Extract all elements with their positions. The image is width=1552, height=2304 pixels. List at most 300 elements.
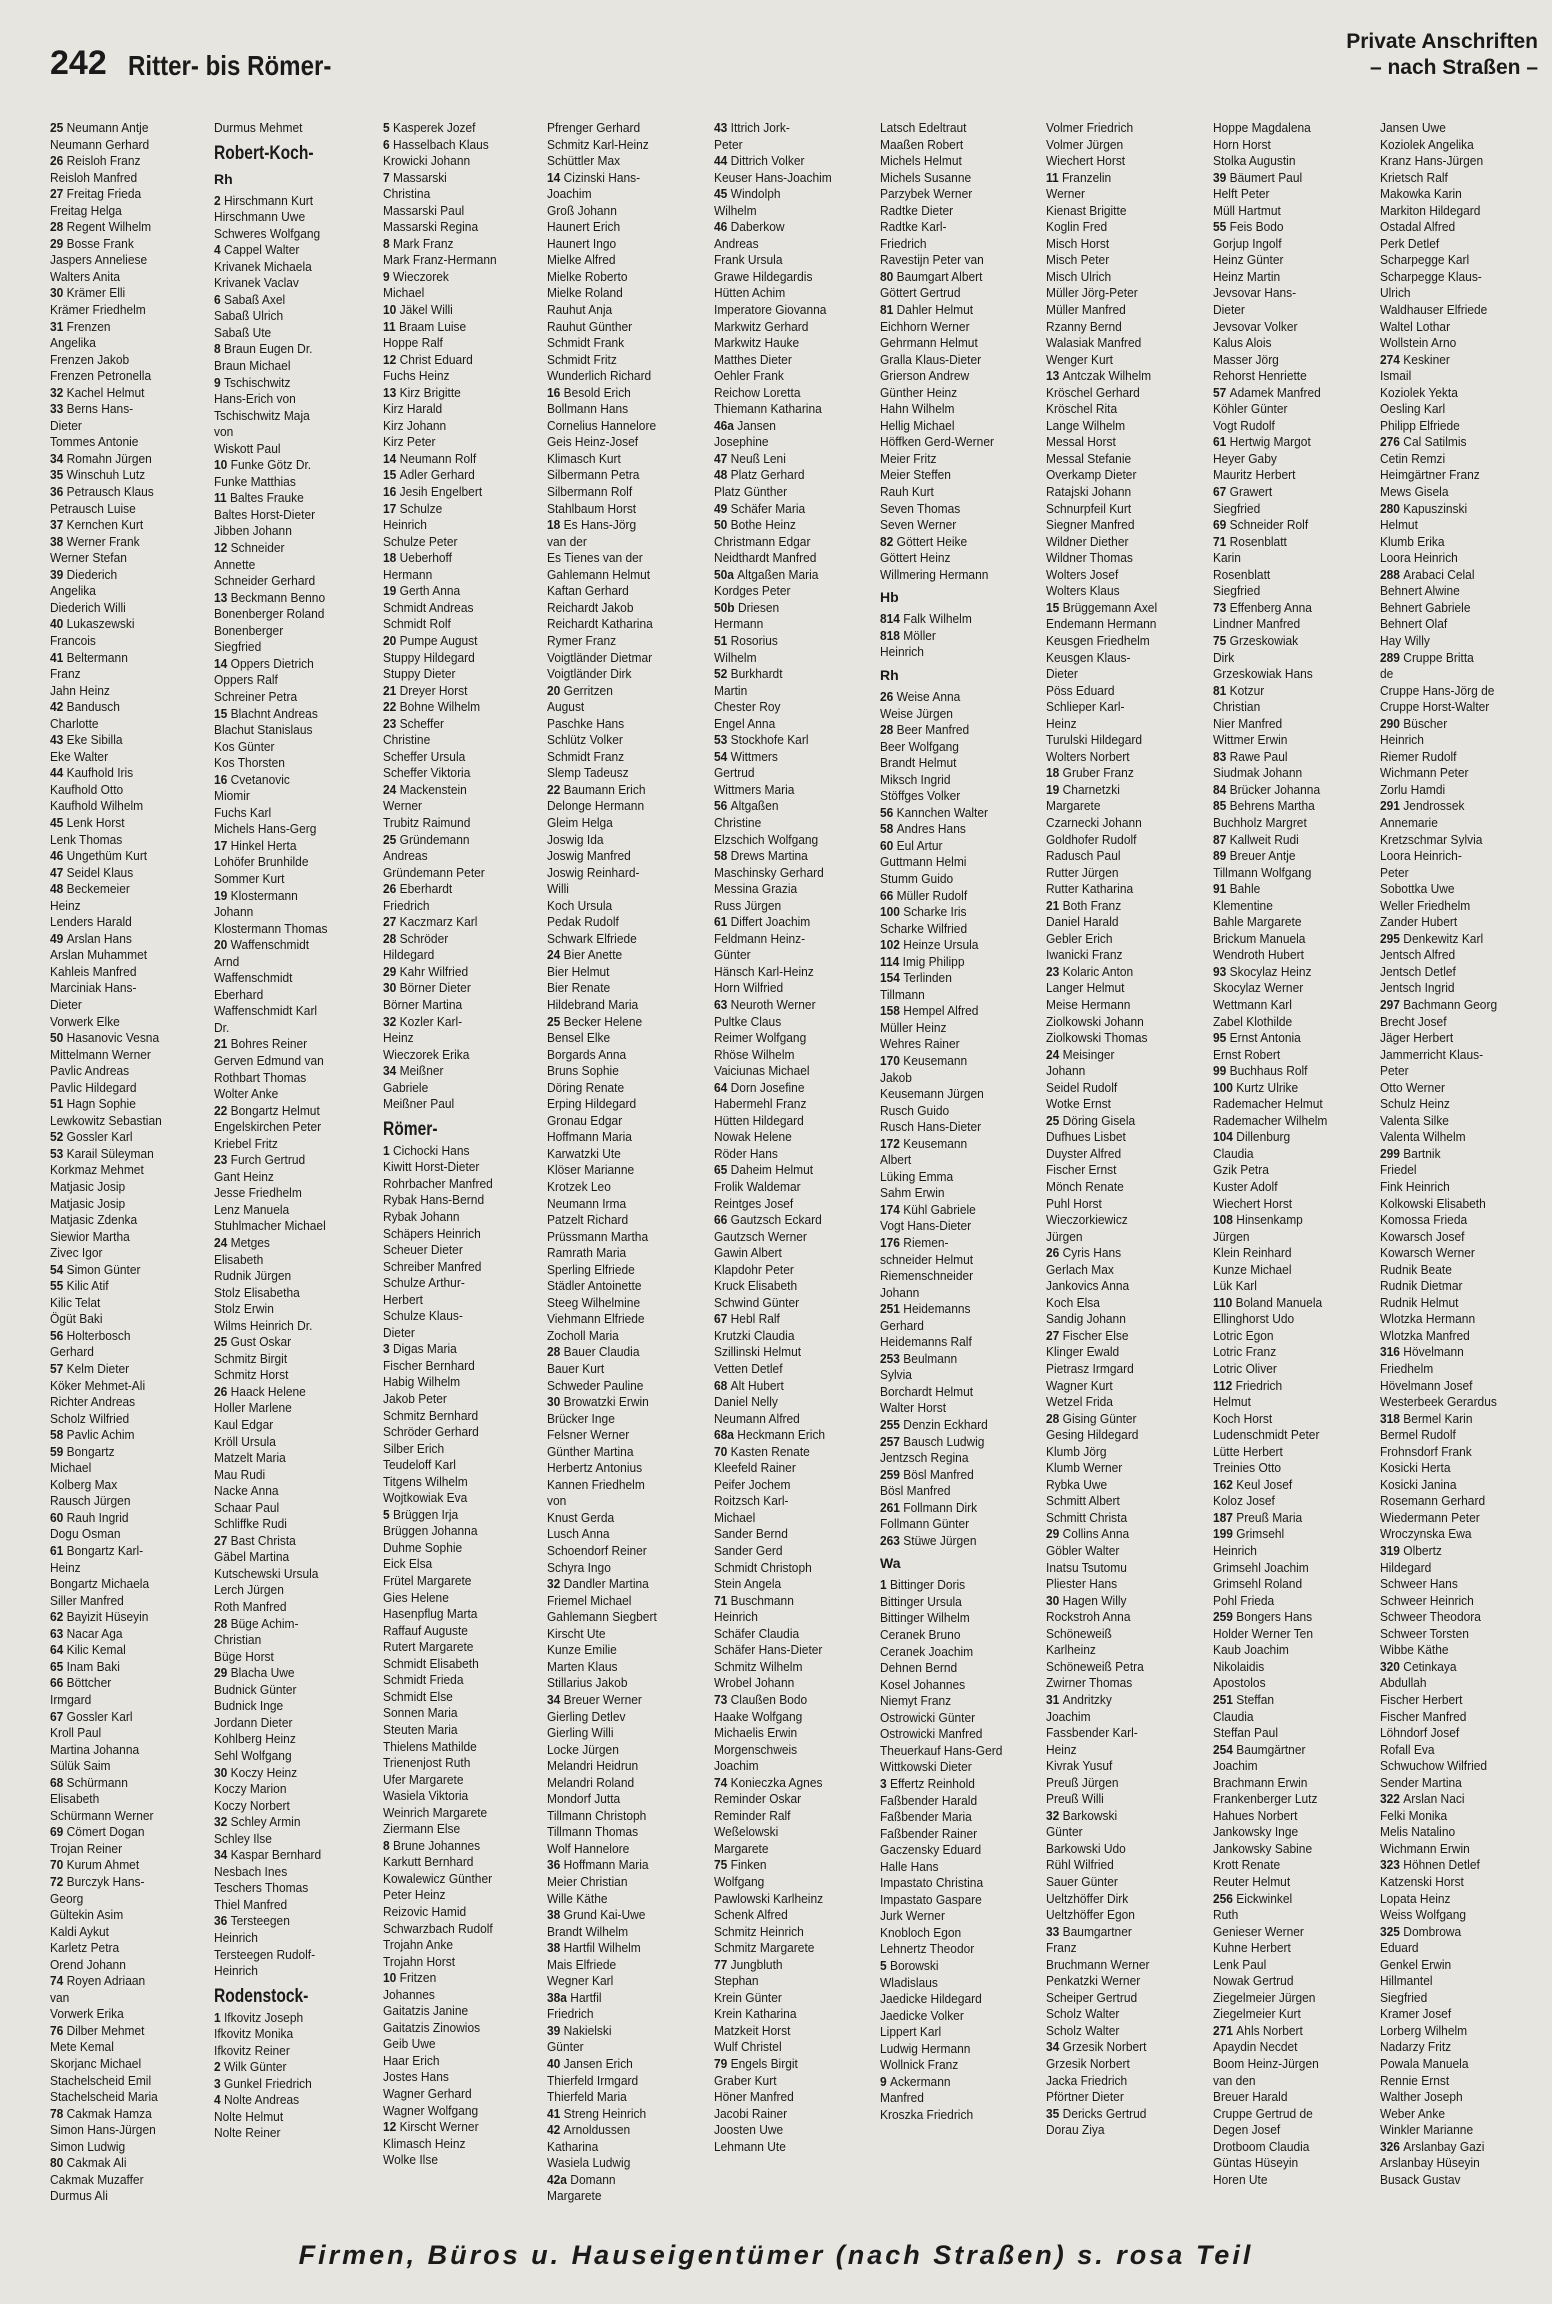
resident-entry [547, 1709, 709, 1726]
resident-entry [880, 1103, 1042, 1120]
resident-name: Bauer Claudia [563, 1344, 640, 1360]
resident-name: Sabaß Ulrich [214, 308, 284, 324]
resident-entry [547, 1427, 709, 1444]
resident-name: Tillmann Thomas [547, 1824, 639, 1840]
house-number: 320 [1380, 1658, 1404, 1674]
resident-name: Büscher [1403, 715, 1448, 731]
house-number: 29 [50, 235, 67, 251]
resident-name: Seven Werner [880, 517, 957, 533]
resident-name: Oesling Karl [1380, 401, 1446, 417]
house-number: 49 [714, 500, 731, 516]
house-number: 14 [547, 169, 564, 185]
resident-entry [880, 871, 1042, 888]
resident-entry [1380, 2172, 1542, 2189]
resident-entry [547, 1311, 709, 1328]
resident-name: Endemann Hermann [1046, 616, 1157, 632]
resident-name: Gierling Willi [547, 1725, 614, 1741]
resident-name: Kachel Helmut [66, 384, 145, 400]
resident-entry [880, 1793, 1042, 1810]
resident-entry [1213, 451, 1375, 468]
resident-entry [1046, 1775, 1208, 1792]
house-number: 67 [1213, 484, 1230, 500]
resident-name: Bandusch [66, 699, 120, 715]
resident-entry [1380, 699, 1542, 716]
resident-name: Albert [880, 1152, 912, 1168]
resident-entry [880, 1644, 1042, 1661]
resident-name: Langer Helmut [1046, 980, 1125, 996]
house-number: 31 [50, 318, 67, 334]
resident-name: Dieter [1046, 666, 1078, 682]
resident-entry [1380, 385, 1542, 402]
resident-entry [880, 567, 1042, 584]
resident-name: Hagn Sophie [66, 1096, 136, 1112]
resident-entry [383, 517, 545, 534]
resident-name: Wroczynska Ewa [1380, 1526, 1472, 1542]
resident-name: Theuerkauf Hans-Gerd [880, 1742, 1003, 1758]
resident-name: Bruns Sophie [547, 1063, 619, 1079]
resident-entry [1213, 1295, 1375, 1312]
resident-entry [214, 739, 376, 756]
resident-name: Angelika [50, 583, 96, 599]
house-number: 66 [714, 1212, 731, 1228]
resident-name: Rzanny Bernd [1046, 318, 1122, 334]
resident-entry [1046, 1957, 1208, 1974]
resident-name: Markiton Hildegard [1380, 202, 1481, 218]
resident-entry [1046, 1014, 1208, 1031]
resident-name: Pliester Hans [1046, 1576, 1118, 1592]
resident-entry [50, 765, 212, 782]
resident-name: Seidel Klaus [66, 864, 134, 880]
resident-entry [547, 947, 709, 964]
resident-entry [383, 385, 545, 402]
resident-entry [1046, 484, 1208, 501]
resident-entry [383, 2152, 545, 2169]
resident-name: Rhöse Wilhelm [714, 1046, 795, 1062]
resident-entry [1213, 418, 1375, 435]
resident-name: Günther Martina [547, 1443, 634, 1459]
house-number: 255 [880, 1417, 904, 1433]
resident-name: Schulze [399, 500, 443, 516]
resident-entry [880, 755, 1042, 772]
resident-entry [547, 1344, 709, 1361]
resident-entry [214, 1483, 376, 1500]
house-number: 316 [1380, 1344, 1404, 1360]
resident-entry [714, 699, 876, 716]
resident-entry [714, 451, 876, 468]
resident-entry [383, 1672, 545, 1689]
resident-name: Kaczmarz Karl [399, 914, 478, 930]
resident-name: Schäfer Maria [730, 500, 806, 516]
resident-entry [383, 434, 545, 451]
resident-name: Melandri Heidrun [547, 1758, 639, 1774]
resident-name: Stockhofe Karl [730, 732, 809, 748]
resident-entry [50, 1857, 212, 1874]
resident-entry [1380, 1063, 1542, 1080]
resident-entry [383, 1391, 545, 1408]
resident-name: Reizovic Hamid [383, 1903, 467, 1919]
resident-entry [1380, 716, 1542, 733]
resident-entry [214, 821, 376, 838]
resident-name: Trojan Reiner [50, 1840, 123, 1856]
resident-entry [880, 1710, 1042, 1727]
resident-entry [1213, 898, 1375, 915]
house-number: 30 [1046, 1592, 1063, 1608]
resident-entry [214, 1831, 376, 1848]
resident-name: Ludenschmidt Peter [1213, 1427, 1320, 1443]
resident-entry [714, 567, 876, 584]
resident-name: Haake Wolfgang [714, 1708, 803, 1724]
resident-name: Bösl Manfred [903, 1466, 974, 1482]
resident-name: Stuppy Hildegard [383, 649, 475, 665]
resident-entry [1213, 1791, 1375, 1808]
resident-name: Arnd [214, 953, 240, 969]
resident-name: Richter Andreas [50, 1394, 136, 1410]
resident-name: Pavlic Andreas [50, 1063, 130, 1079]
house-number: 24 [547, 947, 564, 963]
resident-entry [1380, 1113, 1542, 1130]
house-number: 74 [714, 1774, 731, 1790]
house-number: 102 [880, 937, 904, 953]
resident-name: Kaufhold Otto [50, 781, 124, 797]
resident-entry [880, 1334, 1042, 1351]
house-number: 51 [50, 1096, 67, 1112]
resident-entry [714, 550, 876, 567]
resident-name: Cetin Remzi [1380, 450, 1446, 466]
resident-entry [1213, 1675, 1375, 1692]
house-number: 47 [50, 864, 67, 880]
resident-name: Franzelin [1061, 169, 1112, 185]
resident-entry [547, 335, 709, 352]
resident-entry [383, 616, 545, 633]
house-number: 42 [50, 699, 67, 715]
resident-entry [1380, 1047, 1542, 1064]
house-number: 174 [880, 1201, 904, 1217]
resident-entry [1213, 1857, 1375, 1874]
resident-entry [714, 1874, 876, 1891]
resident-entry [1213, 881, 1375, 898]
resident-entry [383, 1540, 545, 1557]
resident-entry [1380, 186, 1542, 203]
resident-entry [714, 1047, 876, 1064]
resident-name: Locke Jürgen [547, 1741, 619, 1757]
resident-entry [50, 550, 212, 567]
resident-name: Hoffmann Maria [563, 1857, 649, 1873]
resident-entry [1046, 2106, 1208, 2123]
resident-name: Zivec Igor [50, 1245, 103, 1261]
resident-name: Apaydin Necdet [1213, 2039, 1298, 2055]
resident-name: Keusemann [903, 1135, 968, 1151]
resident-name: Gleim Helga [547, 814, 613, 830]
house-number: 48 [714, 467, 731, 483]
resident-name: Döring Gisela [1062, 1112, 1136, 1128]
resident-entry [50, 1245, 212, 1262]
resident-entry [714, 219, 876, 236]
resident-entry [383, 219, 545, 236]
resident-name: Klumb Jörg [1046, 1443, 1107, 1459]
resident-entry [547, 1758, 709, 1775]
resident-entry [1380, 418, 1542, 435]
resident-name: Messal Horst [1046, 434, 1116, 450]
section-title: Private Anschriften [1346, 30, 1538, 53]
resident-entry [1380, 451, 1542, 468]
resident-entry [1046, 219, 1208, 236]
resident-name: Wlotzka Manfred [1380, 1327, 1470, 1343]
resident-name: Hirschmann Uwe [214, 209, 306, 225]
resident-name: Trojahn Anke [383, 1937, 454, 1953]
resident-name: Ceranek Bruno [880, 1627, 961, 1643]
resident-name: Wille Käthe [547, 1890, 608, 1906]
resident-entry [547, 2155, 709, 2172]
resident-name: Rutert Margarete [383, 1639, 474, 1655]
resident-name: Höffken Gerd-Werner [880, 434, 994, 450]
resident-entry [547, 1493, 709, 1510]
resident-name: Jordann Dieter [214, 1714, 293, 1730]
resident-name: Freitag Helga [50, 202, 122, 218]
resident-entry [50, 1427, 212, 1444]
resident-entry [547, 1725, 709, 1742]
resident-name: Kunze Emilie [547, 1642, 617, 1658]
resident-name: Klinger Ewald [1046, 1344, 1120, 1360]
resident-name: Kuhne Herbert [1213, 1940, 1291, 1956]
resident-entry [214, 490, 376, 507]
resident-name: Christine [383, 732, 431, 748]
resident-name: van der [547, 533, 587, 549]
house-number: 59 [50, 1443, 67, 1459]
resident-name: Rudnik Jürgen [214, 1268, 292, 1284]
resident-name: Silbermann Rolf [547, 484, 633, 500]
resident-entry [714, 186, 876, 203]
house-number: 319 [1380, 1543, 1404, 1559]
resident-name: Haack Helene [230, 1383, 306, 1399]
resident-name: Bruchmann Werner [1046, 1956, 1150, 1972]
resident-entry [50, 1593, 212, 1610]
resident-name: Brücker Inge [547, 1410, 615, 1426]
resident-name: Neumann Antje [66, 120, 149, 135]
resident-entry [547, 1063, 709, 1080]
resident-entry [383, 1341, 545, 1358]
resident-name: Michaelis Erwin [714, 1725, 798, 1741]
resident-name: Kasperek Jozef [392, 120, 476, 135]
resident-entry [214, 1119, 376, 1136]
resident-entry [383, 666, 545, 683]
resident-name: Horn Wilfried [714, 980, 784, 996]
resident-name: Gant Heinz [214, 1168, 274, 1184]
resident-name: Fassbender Karl- [1046, 1725, 1138, 1741]
resident-entry [714, 1394, 876, 1411]
resident-entry [714, 1146, 876, 1163]
resident-name: Kühl Gabriele [903, 1201, 976, 1217]
resident-name: Ramrath Maria [547, 1245, 627, 1261]
resident-name: Lütte Herbert [1213, 1443, 1283, 1459]
house-number: 24 [383, 781, 400, 797]
resident-name: Duhme Sophie [383, 1539, 463, 1555]
resident-entry [383, 1921, 545, 1938]
resident-entry [714, 501, 876, 518]
resident-entry [1046, 269, 1208, 286]
resident-name: Romahn Jürgen [66, 450, 152, 466]
resident-name: Driesen [737, 599, 780, 615]
resident-entry [547, 1543, 709, 1560]
resident-name: van [50, 1989, 70, 2005]
resident-entry [1213, 517, 1375, 534]
resident-entry [547, 534, 709, 551]
resident-entry [50, 1510, 212, 1527]
house-number: 95 [1213, 1030, 1230, 1046]
resident-entry [1380, 1576, 1542, 1593]
resident-name: Habermehl Franz [714, 1096, 807, 1112]
resident-name: Wittmer Erwin [1213, 732, 1288, 748]
resident-entry [1213, 1907, 1375, 1924]
resident-entry [214, 1798, 376, 1815]
resident-name: Simon Hans-Jürgen [50, 2122, 156, 2138]
resident-name: Schneider [230, 540, 285, 556]
resident-name: Gzik Petra [1213, 1162, 1269, 1178]
resident-entry [1380, 1659, 1542, 1676]
house-number: 27 [383, 914, 400, 930]
resident-entry [1213, 765, 1375, 782]
resident-name: Jesse Friedhelm [214, 1185, 302, 1201]
house-number: 35 [1046, 2105, 1063, 2121]
resident-entry [383, 1656, 545, 1673]
house-number: 1 [214, 2009, 224, 2025]
resident-name: Genieser Werner [1213, 1923, 1304, 1939]
resident-name: Koch Elsa [1046, 1294, 1100, 1310]
resident-name: Rybka Uwe [1046, 1476, 1108, 1492]
resident-name: Waltel Lothar [1380, 318, 1451, 334]
resident-entry [214, 2076, 376, 2093]
resident-entry [714, 1212, 876, 1229]
resident-entry [1046, 1245, 1208, 1262]
resident-entry [714, 1692, 876, 1709]
resident-entry [880, 1925, 1042, 1942]
resident-name: Schmidt Elisabeth [383, 1655, 479, 1671]
resident-name: Kirz Brigitte [399, 384, 461, 400]
resident-entry [383, 302, 545, 319]
house-number: 1 [383, 1142, 393, 1158]
resident-name: Wieczorek Erika [383, 1046, 470, 1062]
resident-entry [383, 401, 545, 418]
resident-entry [880, 1268, 1042, 1285]
resident-name: Koczy Marion [214, 1781, 287, 1797]
resident-entry [383, 1623, 545, 1640]
resident-name: Fuchs Karl [214, 804, 272, 820]
resident-name: Latsch Edeltraut [880, 120, 967, 135]
house-number: 53 [714, 732, 731, 748]
resident-entry [214, 1533, 376, 1550]
resident-name: Heinz [383, 1030, 414, 1046]
resident-name: Meier Fritz [880, 450, 937, 466]
resident-entry [383, 650, 545, 667]
resident-name: Czarnecki Johann [1046, 814, 1142, 830]
resident-name: Kranz Hans-Jürgen [1380, 153, 1484, 169]
resident-name: Göbler Walter [1046, 1543, 1120, 1559]
resident-name: Cappel Walter [223, 242, 300, 258]
house-number: 21 [1046, 897, 1063, 913]
resident-name: Geis Heinz-Josef [547, 434, 639, 450]
resident-name: Kilic Telat [50, 1294, 101, 1310]
resident-entry [1380, 782, 1542, 799]
resident-name: Rutter Jürgen [1046, 864, 1119, 880]
resident-entry [383, 1374, 545, 1391]
resident-name: Wotke Ernst [1046, 1096, 1111, 1112]
resident-name: Sender Martina [1380, 1774, 1462, 1790]
resident-name: Heinrich [880, 644, 924, 660]
resident-name: Wettmann Karl [1213, 996, 1292, 1012]
resident-entry [1046, 583, 1208, 600]
resident-entry [50, 749, 212, 766]
resident-name: Baumann Erich [563, 781, 646, 797]
resident-name: Weinrich Margarete [383, 1804, 488, 1820]
resident-entry [1046, 947, 1208, 964]
resident-name: Sommer Kurt [214, 870, 285, 886]
house-number: 77 [714, 1956, 731, 1972]
resident-entry [714, 153, 876, 170]
resident-name: Michels Susanne [880, 169, 972, 185]
resident-entry [1213, 170, 1375, 187]
resident-entry [1380, 1560, 1542, 1577]
resident-name: Kosel Johannes [880, 1676, 966, 1692]
resident-entry [1213, 153, 1375, 170]
resident-name: Teschers Thomas [214, 1880, 309, 1896]
resident-entry [214, 375, 376, 392]
resident-entry [547, 1245, 709, 1262]
house-number: 15 [214, 705, 231, 721]
house-number: 34 [1046, 2039, 1063, 2055]
resident-entry [1213, 1957, 1375, 1974]
resident-entry [1213, 2172, 1375, 2189]
resident-entry [1213, 2122, 1375, 2139]
resident-name: Kramer Josef [1380, 2006, 1452, 2022]
resident-entry [1380, 964, 1542, 981]
house-number: 61 [50, 1543, 67, 1559]
resident-name: Reichardt Jakob [547, 599, 634, 615]
resident-entry [50, 914, 212, 931]
resident-name: Barkowski Udo [1046, 1840, 1126, 1856]
resident-entry [50, 2122, 212, 2139]
resident-name: Frohnsdorf Frank [1380, 1443, 1472, 1459]
resident-entry [1046, 1146, 1208, 1163]
house-number: 5 [880, 1957, 890, 1973]
resident-name: Sabaß Axel [223, 291, 286, 307]
resident-entry [1213, 2039, 1375, 2056]
resident-name: Waldhauser Elfriede [1380, 302, 1488, 318]
resident-name: Katzenski Horst [1380, 1873, 1464, 1889]
resident-entry [880, 1235, 1042, 1252]
resident-name: Bauer Kurt [547, 1361, 605, 1377]
house-number: 78 [50, 2105, 67, 2121]
resident-entry [547, 368, 709, 385]
resident-name: Schyra Ingo [547, 1559, 611, 1575]
resident-entry [1046, 1411, 1208, 1428]
resident-entry [880, 203, 1042, 220]
resident-name: Lenk Paul [1213, 1956, 1267, 1972]
resident-entry [714, 1742, 876, 1759]
house-number: 12 [214, 540, 231, 556]
house-number: 14 [383, 450, 400, 466]
resident-name: Arslanbay Gazi [1403, 2138, 1485, 2154]
resident-entry [1046, 1344, 1208, 1361]
resident-name: Ziegelmeier Jürgen [1213, 1989, 1316, 2005]
resident-name: Reuter Helmut [1213, 1873, 1291, 1889]
resident-entry [1380, 616, 1542, 633]
resident-entry [547, 2023, 709, 2040]
resident-name: Schürmann Werner [50, 1807, 154, 1823]
resident-entry [714, 352, 876, 369]
house-number: 91 [1213, 881, 1230, 897]
resident-entry [214, 2125, 376, 2142]
house-number: 68a [714, 1427, 738, 1443]
resident-entry [547, 1560, 709, 1577]
